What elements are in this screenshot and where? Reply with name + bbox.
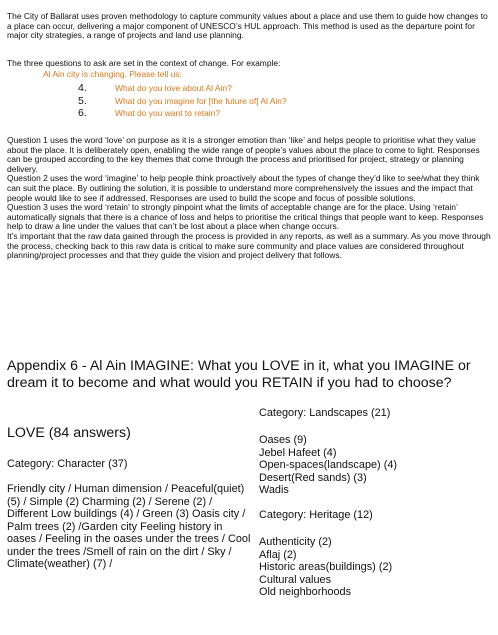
- intro-paragraph: [7, 12, 491, 41]
- categories-column: [259, 407, 489, 599]
- intro-text: The City of Ballarat uses proven methodology to capture community values about a place and use them to guide how changes to a place can occur, delivering a major component of UNESCO’s HUL approach. This method is used as the departure point for major city strategies, a range of projects and land use planning.: [7, 11, 488, 41]
- spacer: [259, 497, 489, 510]
- landscapes-heading: Category: Landscapes (21): [259, 407, 391, 419]
- list-item: Oases (9): [259, 434, 307, 446]
- questions-intro-paragraph: The three questions to ask are set in the context of change. For example:: [7, 58, 281, 68]
- love-column: [7, 425, 252, 571]
- list-item: Old neighborhoods: [259, 586, 352, 598]
- list-item: Wadis: [259, 484, 289, 496]
- explanation-block: [7, 136, 491, 261]
- list-item: [78, 107, 287, 120]
- list-item: Authenticity (2): [259, 536, 332, 548]
- list-item: Jebel Hafeet (4): [259, 446, 337, 459]
- prompt-line: Al Ain city is changing. Please tell us:: [43, 69, 182, 79]
- q2-paragraph: Question 2 uses the word ‘imagine’ to help people think proactively about the types of change they’d like to see/what they think can suit the place. By outlining the solution, it is possible to understand more comprehensively the issues and the impact that people would like to see if addressed. Responses are used to build the scope and focus of possible solutions.: [7, 173, 480, 203]
- question-number: 4.: [78, 82, 87, 95]
- heritage-heading: Category: Heritage (12): [259, 509, 373, 521]
- question-text: What do you want to retain?: [115, 108, 221, 119]
- love-heading: LOVE (84 answers): [7, 425, 131, 441]
- character-heading: Category: Character (37): [7, 458, 128, 470]
- q3-paragraph: Question 3 uses the word ‘retain’ to strongly pinpoint what the limits of acceptable change are for the place. Using ‘retain’ automatically signals that there is a chance of loss and helps to prioritise the critical things that people want to keep. Responses help to draw a line under the values that can’t be lost about a place when change occurs.: [7, 202, 484, 232]
- question-text: What do you imagine for [the future of] Al Ain?: [115, 95, 287, 106]
- list-item: Desert(Red sands) (3): [259, 471, 367, 484]
- appendix-title: Appendix 6 - Al Ain IMAGINE: What you LOVE in it, what you IMAGINE or dream it to become and what would you RETAIN if you had to choose?: [7, 358, 471, 391]
- character-text: Friendly city / Human dimension / Peaceful(quiet) (5) / Simple (2) Charming (2) / Serene (2) / Different Low buildings (4) / Green (3) Oasis city / Palm trees (2) /Garden city Feeling history in oases / Feeling in the oases under the trees / Cool under the trees /Smell of rain on the dirt / Sky / Climate(weather) (7) /: [7, 483, 251, 570]
- questions-list: [78, 82, 287, 120]
- list-item: Historic areas(buildings) (2): [259, 561, 393, 573]
- raw-data-paragraph: It’s important that the raw data gained through the process is provided in any reports, as well as a summary. As you move through the process, checking back to this raw data is critical to make sure community and place values are considered throughout planning/project processes and that they guide the vision and project delivery that follows.: [7, 230, 491, 261]
- list-item: [78, 95, 287, 108]
- question-number: 5.: [78, 94, 87, 107]
- list-item: [78, 82, 287, 95]
- q1-paragraph: Question 1 uses the word ‘love’ on purpose as it is a stronger emotion than ‘like’ and helps people to prioritise what they value about the place. It is deliberately open, enabling the wide range of people’s values about the place to come to light. Responses can be grouped according to the key themes that come through the process and prioritised for project, strategy or planning delivery.: [7, 135, 480, 174]
- list-item: Open-spaces(landscape) (4): [259, 459, 398, 471]
- question-text: What do you love about Al Ain?: [115, 83, 232, 94]
- question-number: 6.: [78, 107, 87, 120]
- list-item: Cultural values: [259, 573, 332, 586]
- list-item: Aflaj (2): [259, 548, 297, 561]
